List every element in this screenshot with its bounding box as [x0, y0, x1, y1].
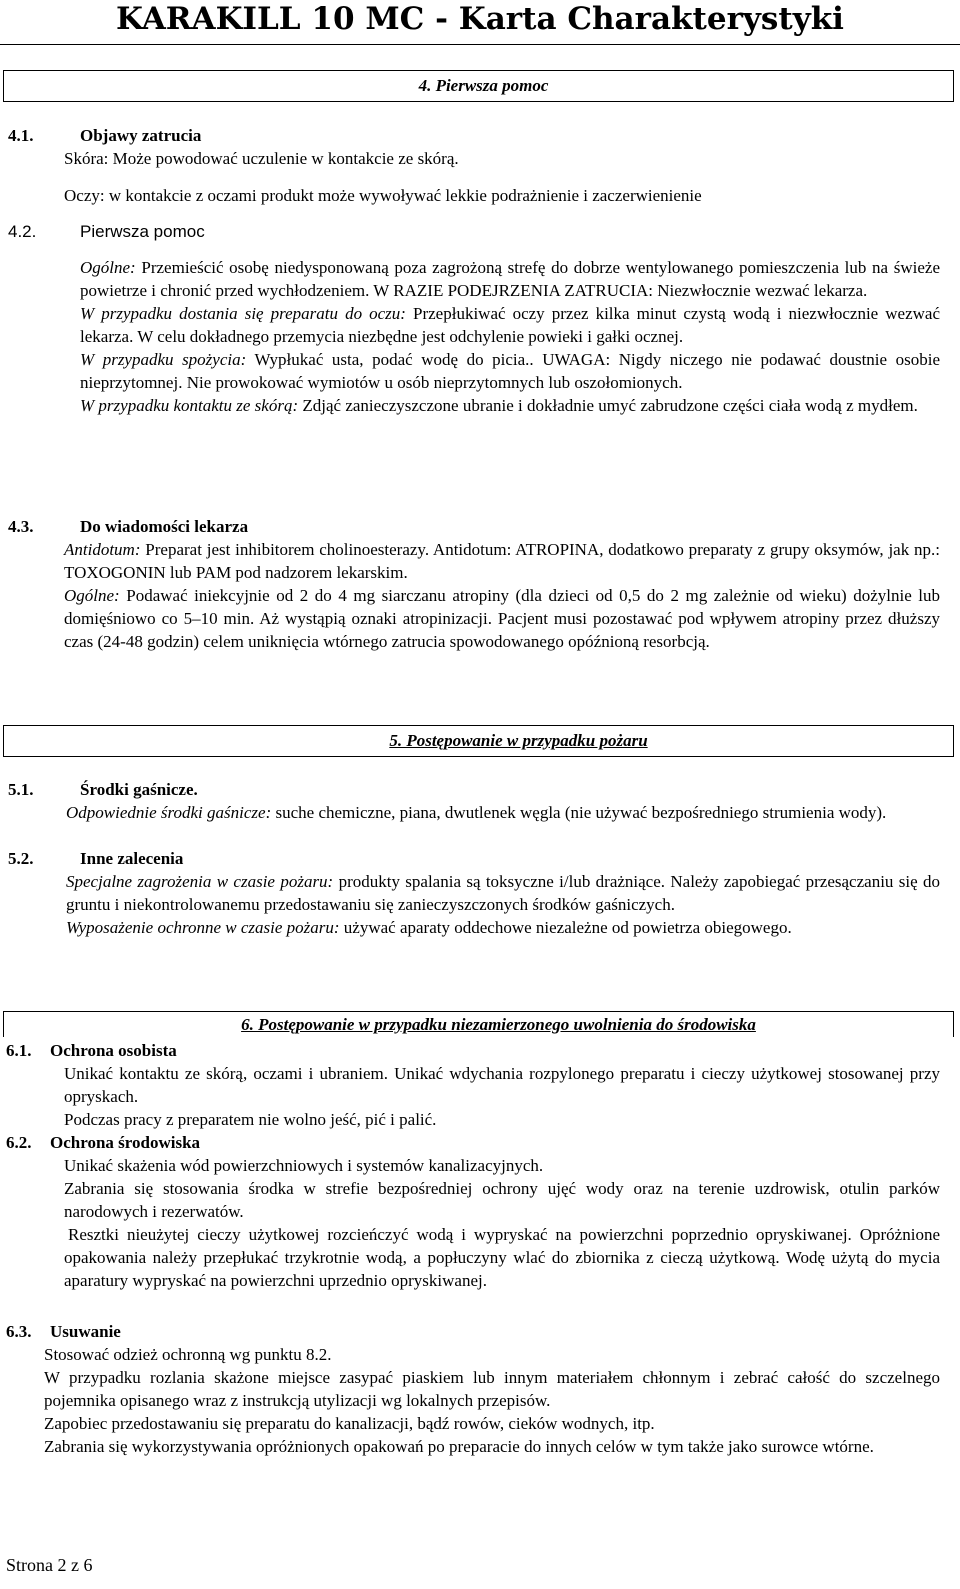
section-5-1-number: 5.1. — [8, 780, 34, 799]
section-6-3-number: 6.3. — [6, 1322, 32, 1341]
section-4-header — [3, 70, 954, 102]
fire-equipment — [66, 916, 940, 939]
first-aid-ingestion-text: Wypłukać usta, podać wodę do picia.. UWAGA: Nigdy niczego nie podawać doustnie osobie nieprzytomnej. Nie prowokować wymiotów u osób nieprzytomnych lub oszołomionych. — [80, 350, 940, 392]
section-4-1-eyes: Oczy: w kontakcie z oczami produkt może wywoływać lekkie podrażnienie i zaczerwienienie — [64, 186, 702, 205]
section-6-3-body — [44, 1343, 940, 1458]
fire-equipment-label: Wyposażenie ochronne w czasie pożaru: — [66, 918, 340, 937]
section-5-title: 5. Postępowanie w przypadku pożaru — [389, 731, 648, 750]
first-aid-eyes-label: W przypadku dostania się preparatu do oczu: — [80, 304, 406, 323]
section-4-3-body — [64, 538, 940, 653]
section-4-1-number: 4.1. — [8, 126, 34, 145]
first-aid-general-label: Ogólne: — [80, 258, 136, 277]
fire-hazards — [66, 870, 940, 916]
section-4-2-number: 4.2. — [8, 222, 37, 241]
title-rule — [0, 44, 960, 45]
section-6-1-number: 6.1. — [6, 1041, 32, 1060]
first-aid-ingestion-label: W przypadku spożycia: — [80, 350, 247, 369]
section-4-title: 4. Pierwsza pomoc — [418, 76, 549, 95]
first-aid-eyes — [80, 302, 940, 348]
first-aid-general-text: Przemieścić osobę niedysponowaną poza zagrożoną strefę do dobrze wentylowanego pomieszczenia lub na świeże powietrze i chronić przed wychłodzeniem. W RAZIE PODEJRZENIA ZATRUCIA: Niezwłocznie wezwać lekarza. — [80, 258, 941, 300]
disposal-2: W przypadku rozlania skażone miejsce zasypać piaskiem lub innym materiałem chłonnym i zebrać całość do szczelnego pojemnika opisanego wraz z instrukcją utylizacji wg lokalnych przepisów. — [44, 1368, 940, 1410]
section-4-1-skin: Skóra: Może powodować uczulenie w kontakcie ze skórą. — [64, 149, 459, 168]
section-4-3-number: 4.3. — [8, 517, 34, 536]
doctor-general — [64, 584, 940, 653]
document-title: KARAKILL 10 MC - Karta Charakterystyki — [116, 1, 844, 37]
first-aid-skin — [80, 394, 940, 417]
section-4-2-heading: Pierwsza pomoc — [80, 222, 205, 241]
section-6-1-body — [64, 1062, 940, 1131]
disposal-1: Stosować odzież ochronną wg punktu 8.2. — [44, 1345, 332, 1364]
fire-equipment-text: używać aparaty oddechowe niezależne od powietrza obiegowego. — [343, 918, 792, 937]
doctor-general-text: Podawać iniekcyjnie od 2 do 4 mg siarczanu atropiny (dla dzieci od 0,5 do 2 mg zależnie od wieku) dożylnie lub domięśniowo co 5–10 min. Aż wystąpią oznaki atropinizacji. Pacjent musi pozostawać pod wpływem atropiny przez dłuższy czas (24-48 godzin) celem uniknięcia wtórnego zatrucia spowodowanego opóźnioną resorbcją. — [64, 586, 940, 651]
environment-3: Resztki nieużytej cieczy użytkowej rozcieńczyć wodą i wypryskać na powierzchni poprzednio opryskiwanej. Opróżnione opakowania należy przepłukać trzykrotnie wodą, a popłuczyny wlać do zbiornika z cieczą użytkową. Wodę użytą do mycia aparatury wypryskać na powierzchni uprzednio opryskiwanej. — [64, 1225, 940, 1290]
disposal-3: Zapobiec przedostawaniu się preparatu do kanalizacji, bądź rowów, cieków wodnych, itp. — [44, 1414, 655, 1433]
section-5-2-heading: Inne zalecenia — [80, 849, 184, 868]
first-aid-eyes-text: Przepłukiwać oczy przez kilka minut czystą wodą i niezwłocznie wezwać lekarza. W celu dokładnego przemycia niezbędne jest odchylenie powieki i gałki ocznej. — [80, 304, 941, 346]
section-5-1-heading: Środki gaśnicze. — [80, 780, 198, 799]
section-5-2-body — [66, 870, 940, 939]
section-6-title: 6. Postępowanie w przypadku niezamierzonego uwolnienia do środowiska — [241, 1015, 756, 1034]
doctor-antidote — [64, 538, 940, 584]
section-6-header — [3, 1011, 954, 1037]
section-4-1-heading: Objawy zatrucia — [80, 126, 202, 145]
extinguishing-media — [66, 801, 940, 824]
extinguishing-media-label: Odpowiednie środki gaśnicze: — [66, 803, 272, 822]
section-5-header — [3, 725, 954, 757]
section-6-2-number: 6.2. — [6, 1133, 32, 1152]
personal-protection-2: Podczas pracy z preparatem nie wolno jeść, pić i palić. — [64, 1110, 437, 1129]
fire-hazards-label: Specjalne zagrożenia w czasie pożaru: — [66, 872, 334, 891]
first-aid-ingestion — [80, 348, 940, 394]
section-5-1-body — [66, 801, 940, 824]
section-5-2-number: 5.2. — [8, 849, 34, 868]
section-6-2-heading: Ochrona środowiska — [50, 1133, 201, 1152]
first-aid-general — [80, 256, 940, 302]
environment-1: Unikać skażenia wód powierzchniowych i systemów kanalizacyjnych. — [64, 1156, 544, 1175]
disposal-4: Zabrania się wykorzystywania opróżnionych opakowań po preparacie do innych celów w tym także jako surowce wtórne. — [44, 1437, 874, 1456]
section-6-1-heading: Ochrona osobista — [50, 1041, 177, 1060]
section-4-3-heading: Do wiadomości lekarza — [80, 517, 249, 536]
doctor-antidote-label: Antidotum: — [64, 540, 141, 559]
section-6-2-body — [64, 1154, 940, 1292]
section-4-2-body — [80, 256, 940, 417]
fire-hazards-text: produkty spalania są toksyczne i/lub drażniące. Należy zapobiegać przesączaniu się do gruntu i niekontrolowanemu przedostawaniu się zanieczyszczonych środków gaśniczych. — [66, 872, 940, 914]
first-aid-skin-label: W przypadku kontaktu ze skórą: — [80, 396, 299, 415]
page-footer: Strona 2 z 6 — [6, 1555, 93, 1575]
doctor-antidote-text: Preparat jest inhibitorem cholinoesterazy. Antidotum: ATROPINA, dodatkowo preparaty z grupy oksymów, jak np.: TOXOGONIN lub PAM pod nadzorem lekarskim. — [64, 540, 940, 582]
doctor-general-label: Ogólne: — [64, 586, 120, 605]
personal-protection-1: Unikać kontaktu ze skórą, oczami i ubraniem. Unikać wdychania rozpylonego preparatu i cieczy użytkowej stosowanej przy opryskach. — [64, 1064, 940, 1106]
section-6-3-heading: Usuwanie — [50, 1322, 121, 1341]
environment-2: Zabrania się stosowania środka w strefie bezpośredniej ochrony ujęć wody oraz na terenie uzdrowisk, otulin parków narodowych i rezerwatów. — [64, 1179, 940, 1221]
first-aid-skin-text: Zdjąć zanieczyszczone ubranie i dokładnie umyć zabrudzone części ciała wodą z mydłem. — [302, 396, 918, 415]
extinguishing-media-text: suche chemiczne, piana, dwutlenek węgla (nie używać bezpośredniego strumienia wody). — [275, 803, 887, 822]
